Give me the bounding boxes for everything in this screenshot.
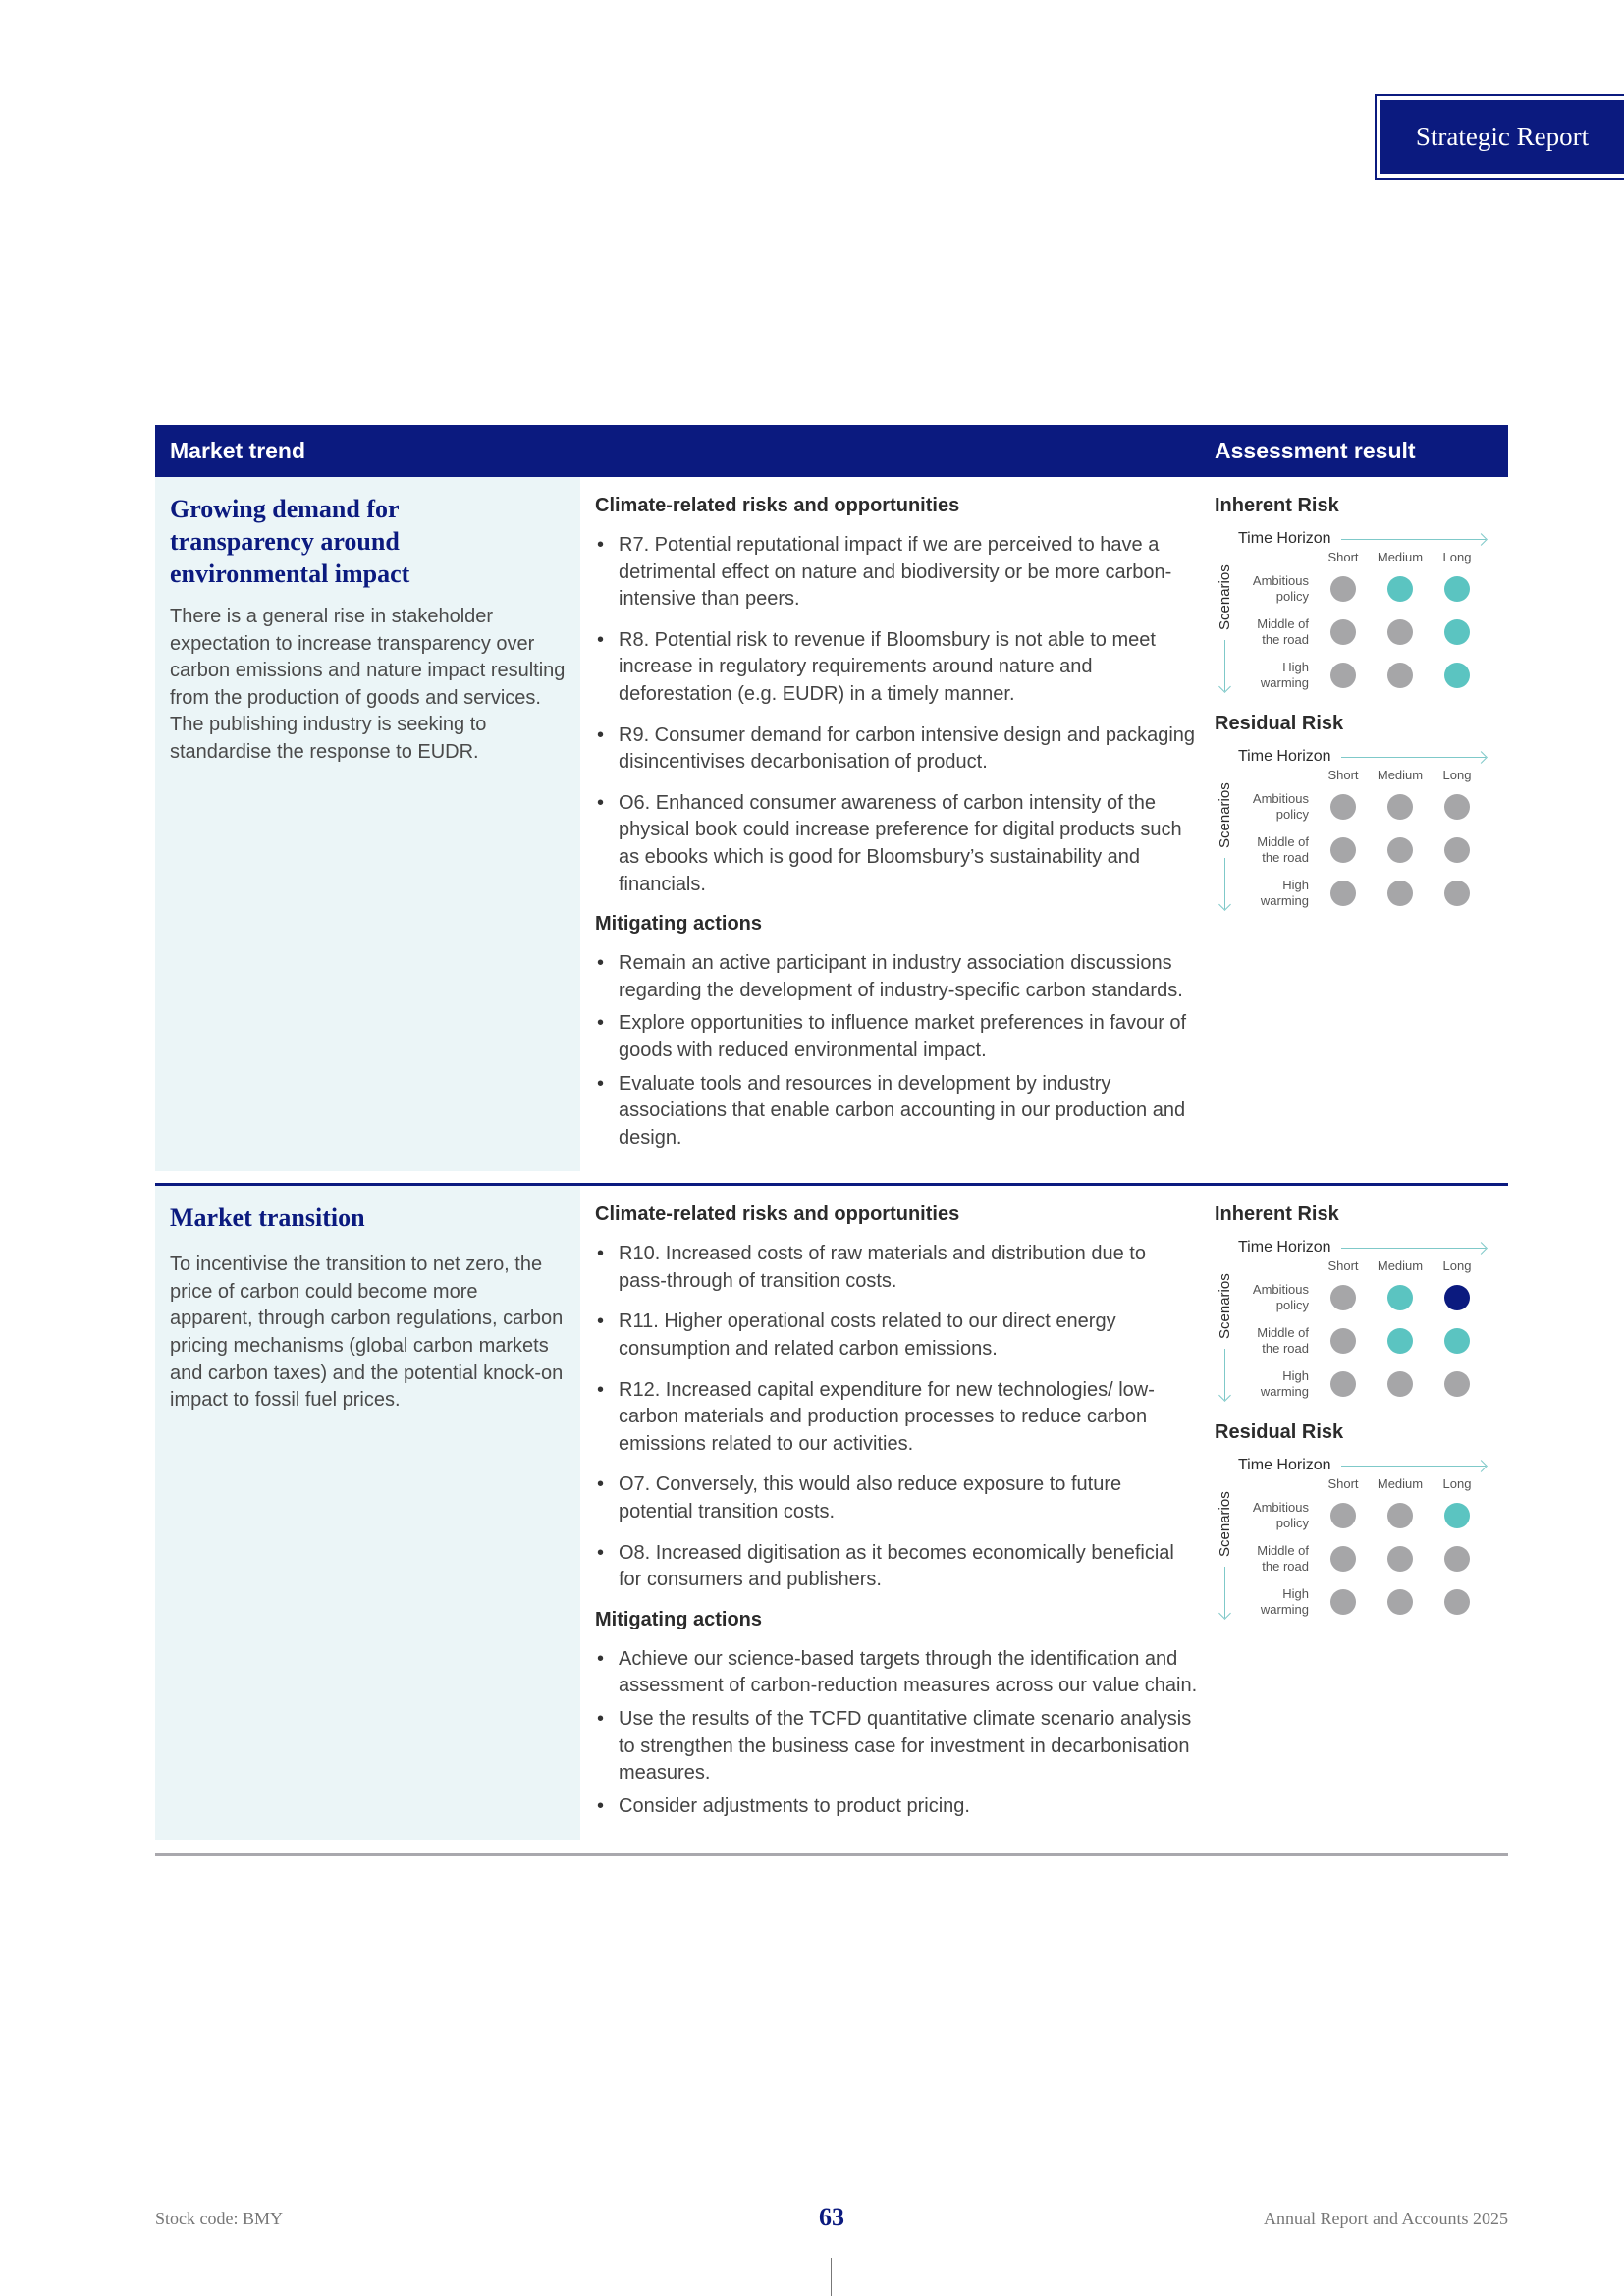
scenario-row-label-line: Middle of xyxy=(1257,1543,1309,1559)
scenario-row-label-line: High xyxy=(1282,1368,1309,1384)
risk-cell xyxy=(1372,611,1429,654)
risk-dot-teal xyxy=(1444,1503,1470,1528)
time-horizon-label: Time Horizon xyxy=(1238,1239,1331,1256)
scenario-row-label xyxy=(1238,1319,1315,1362)
risk-dot-teal xyxy=(1387,1328,1413,1354)
actions-heading: Mitigating actions xyxy=(595,1608,762,1630)
inherent-risk-matrix xyxy=(1215,1237,1486,1406)
risk-dot-teal xyxy=(1444,619,1470,645)
risk-dot-teal xyxy=(1387,1285,1413,1310)
risk-grid xyxy=(1238,550,1486,697)
scenario-row-label-line: Middle of xyxy=(1257,616,1309,631)
footer-stock-code: Stock code: BMY xyxy=(155,2209,283,2228)
list-item: • R9. Consumer demand for carbon intensive design and packaging disincentivises decarbonisation of product. xyxy=(595,722,1199,776)
inherent-risk-heading: Inherent Risk xyxy=(1215,1203,1339,1226)
risks-list xyxy=(595,532,1199,898)
risk-grid xyxy=(1238,1258,1486,1406)
list-item: • Use the results of the TCFD quantitative climate scenario analysis to strengthen the business case for investment in decarbonisation measures. xyxy=(595,1706,1199,1788)
footer-report-name: Annual Report and Accounts 2025 xyxy=(1264,2209,1508,2228)
scenario-row-label xyxy=(1238,1537,1315,1580)
inherent-risk-heading: Inherent Risk xyxy=(1215,495,1339,516)
matrix-body xyxy=(1215,550,1486,697)
risk-cell xyxy=(1315,1319,1372,1362)
risk-dot-grey xyxy=(1330,1589,1356,1615)
time-horizon-arrow-line xyxy=(1341,1466,1486,1467)
risk-dot-grey xyxy=(1330,1371,1356,1397)
matrix-body xyxy=(1215,1258,1486,1406)
arrow-right-icon xyxy=(1475,751,1488,764)
risk-dot-grey xyxy=(1387,619,1413,645)
risk-cell xyxy=(1372,1362,1429,1406)
scenario-row-label-line: High xyxy=(1282,1586,1309,1602)
risk-dot-grey xyxy=(1444,794,1470,820)
list-item: • R10. Increased costs of raw materials and distribution due to pass-through of transition costs. xyxy=(595,1241,1199,1295)
trend-description: To incentivise the transition to net zero, the price of carbon could become more apparent, through carbon regulations, carbon pricing mechanisms (global carbon markets and carbon taxes) and the potential knock-on impact to fossil fuel prices. xyxy=(170,1254,564,1412)
trend-description: There is a general rise in stakeholder expectation to increase transparency over carbon emissions and nature impact resulting from the production of goods and services. The publishing industry is seeking to standardise the response to EUDR. xyxy=(170,606,566,763)
scenario-row-label-line: Middle of xyxy=(1257,1325,1309,1341)
column-label-long: Long xyxy=(1442,1258,1472,1274)
time-horizon-axis xyxy=(1238,1237,1486,1258)
scenario-row-label xyxy=(1238,785,1315,828)
table-header xyxy=(155,425,1508,477)
risk-cell xyxy=(1372,828,1429,872)
scenario-row-label-line: Ambitious xyxy=(1252,573,1309,588)
list-item: • O7. Conversely, this would also reduce exposure to future potential transition costs. xyxy=(595,1471,1199,1525)
section-tag xyxy=(1375,94,1624,180)
risk-cell xyxy=(1315,1494,1372,1537)
risk-cell xyxy=(1429,1580,1486,1624)
column-label-short: Short xyxy=(1327,550,1359,564)
risk-cell xyxy=(1315,611,1372,654)
actions-list xyxy=(595,950,1199,1151)
column-label-medium: Medium xyxy=(1377,1476,1424,1492)
scenario-row-label xyxy=(1238,567,1315,611)
risk-cell xyxy=(1372,567,1429,611)
arrow-down-icon xyxy=(1218,1389,1231,1402)
risk-cell xyxy=(1429,872,1486,915)
risk-cell xyxy=(1315,785,1372,828)
scenario-row-label-line: policy xyxy=(1275,1516,1309,1531)
assessment-panel xyxy=(1199,1186,1508,1840)
time-horizon-arrow-line xyxy=(1341,1248,1486,1249)
matrix-body xyxy=(1215,768,1486,915)
time-horizon-label: Time Horizon xyxy=(1238,1457,1331,1474)
risk-dot-grey xyxy=(1444,837,1470,863)
column-label-short: Short xyxy=(1327,1476,1359,1492)
risk-dot-teal xyxy=(1444,663,1470,688)
risk-dot-grey xyxy=(1387,1589,1413,1615)
risk-dot-grey xyxy=(1330,1546,1356,1572)
scenario-row-label-line: warming xyxy=(1260,675,1309,690)
column-label-short: Short xyxy=(1327,768,1359,782)
risk-cell xyxy=(1372,872,1429,915)
risk-grid xyxy=(1238,768,1486,915)
risk-dot-grey xyxy=(1387,1503,1413,1528)
risk-cell xyxy=(1429,611,1486,654)
trend-panel xyxy=(155,1186,580,1840)
risk-dot-grey xyxy=(1387,881,1413,906)
time-horizon-label: Time Horizon xyxy=(1238,748,1331,765)
risk-cell xyxy=(1315,1580,1372,1624)
risk-cell xyxy=(1429,828,1486,872)
risks-list xyxy=(595,1241,1199,1594)
scenario-row-label xyxy=(1238,1276,1315,1319)
risk-cell xyxy=(1429,1319,1486,1362)
list-item: • R8. Potential risk to revenue if Bloomsbury is not able to meet increase in regulatory requirements around nature and deforestation (e.g. EUDR) in a timely manner. xyxy=(595,627,1199,709)
scenarios-axis-label: Scenarios xyxy=(1217,564,1233,630)
risk-cell xyxy=(1315,872,1372,915)
matrix-body xyxy=(1215,1476,1486,1624)
risk-dot-grey xyxy=(1444,881,1470,906)
risk-dot-grey xyxy=(1387,1371,1413,1397)
list-item: • Remain an active participant in industry association discussions regarding the development of industry-specific carbon standards. xyxy=(595,950,1199,1004)
inherent-risk-matrix xyxy=(1215,528,1486,697)
time-horizon-arrow-line xyxy=(1341,539,1486,540)
risk-dot-grey xyxy=(1330,1503,1356,1528)
residual-risk-heading: Residual Risk xyxy=(1215,1421,1344,1444)
risk-dot-grey xyxy=(1387,663,1413,688)
footer-rule xyxy=(831,2258,832,2296)
column-label-spacer xyxy=(1238,768,1315,785)
column-label-short: Short xyxy=(1327,1258,1359,1274)
scenario-row-label-line: Ambitious xyxy=(1252,1282,1309,1298)
scenario-row-label-line: policy xyxy=(1275,807,1309,822)
risk-dot-grey xyxy=(1330,619,1356,645)
risk-cell xyxy=(1315,828,1372,872)
column-label-medium: Medium xyxy=(1377,550,1424,564)
scenario-row-label-line: High xyxy=(1282,660,1309,674)
risk-cell xyxy=(1372,785,1429,828)
risks-panel xyxy=(580,477,1199,1171)
assessment-table xyxy=(155,425,1508,1856)
trend-title: Market transition xyxy=(170,1203,365,1233)
risk-cell xyxy=(1429,567,1486,611)
risk-dot-grey xyxy=(1330,881,1356,906)
risk-cell xyxy=(1372,1580,1429,1624)
scenarios-axis-label: Scenarios xyxy=(1217,782,1233,848)
scenario-row-label-line: Middle of xyxy=(1257,834,1309,849)
column-label-long: Long xyxy=(1442,550,1472,564)
scenarios-axis xyxy=(1215,550,1238,697)
table-row xyxy=(155,477,1508,1171)
scenarios-axis xyxy=(1215,1258,1238,1406)
risk-cell xyxy=(1315,654,1372,697)
risk-cell xyxy=(1429,654,1486,697)
risk-cell xyxy=(1429,785,1486,828)
risk-dot-grey xyxy=(1387,837,1413,863)
trend-title: Growing demand for transparency around environmental impact xyxy=(170,495,410,588)
time-horizon-axis xyxy=(1238,1455,1486,1476)
risk-cell xyxy=(1372,1537,1429,1580)
header-market-trend: Market trend xyxy=(170,438,306,463)
list-item: • Explore opportunities to influence market preferences in favour of goods with reduced environmental impact. xyxy=(595,1010,1199,1064)
residual-risk-heading: Residual Risk xyxy=(1215,713,1344,734)
scenarios-axis xyxy=(1215,768,1238,915)
scenario-row-label-line: the road xyxy=(1262,1341,1309,1357)
scenarios-axis xyxy=(1215,1476,1238,1624)
risk-cell xyxy=(1315,567,1372,611)
risks-heading: Climate-related risks and opportunities xyxy=(595,495,960,516)
arrow-right-icon xyxy=(1475,1242,1488,1255)
list-item: • O8. Increased digitisation as it becomes economically beneficial for consumers and publishers. xyxy=(595,1540,1199,1594)
risk-cell xyxy=(1372,1494,1429,1537)
actions-list xyxy=(595,1646,1199,1821)
scenario-row-label-line: the road xyxy=(1262,850,1309,865)
list-item: • Achieve our science-based targets through the identification and assessment of carbon-reduction measures across our value chain. xyxy=(595,1646,1199,1700)
scenario-row-label-line: Ambitious xyxy=(1252,1500,1309,1516)
arrow-down-icon xyxy=(1218,1607,1231,1620)
scenario-row-label xyxy=(1238,654,1315,697)
risk-cell xyxy=(1429,1537,1486,1580)
risk-dot-grey xyxy=(1444,1371,1470,1397)
scenario-row-label-line: warming xyxy=(1260,1384,1309,1400)
scenario-row-label-line: policy xyxy=(1275,1298,1309,1313)
time-horizon-axis xyxy=(1238,746,1486,768)
list-item: • Consider adjustments to product pricing. xyxy=(595,1793,1199,1821)
risk-cell xyxy=(1372,1319,1429,1362)
scenario-row-label-line: the road xyxy=(1262,632,1309,647)
risk-dot-grey xyxy=(1330,576,1356,602)
risk-dot-grey xyxy=(1387,794,1413,820)
list-item: • R12. Increased capital expenditure for new technologies/ low-carbon materials and production processes to reduce carbon emissions related to our activities. xyxy=(595,1377,1199,1459)
risk-dot-teal xyxy=(1387,576,1413,602)
risk-cell xyxy=(1429,1276,1486,1319)
arrow-right-icon xyxy=(1475,1460,1488,1472)
column-label-long: Long xyxy=(1442,1476,1472,1492)
list-item: • R11. Higher operational costs related to our direct energy consumption and related carbon emissions. xyxy=(595,1308,1199,1362)
risk-dot-grey xyxy=(1330,1285,1356,1310)
section-tag-label: Strategic Report xyxy=(1380,100,1624,174)
scenarios-axis-label: Scenarios xyxy=(1217,1273,1233,1340)
risk-dot-teal xyxy=(1444,576,1470,602)
scenario-row-label xyxy=(1238,872,1315,915)
arrow-right-icon xyxy=(1475,533,1488,546)
risks-heading: Climate-related risks and opportunities xyxy=(595,1203,960,1226)
assessment-panel xyxy=(1199,477,1508,1171)
time-horizon-label: Time Horizon xyxy=(1238,530,1331,547)
time-horizon-arrow-line xyxy=(1341,757,1486,758)
table-bottom-rule xyxy=(155,1853,1508,1856)
risk-cell xyxy=(1372,654,1429,697)
scenario-row-label-line: warming xyxy=(1260,1602,1309,1618)
arrow-down-icon xyxy=(1218,898,1231,911)
risk-cell xyxy=(1315,1276,1372,1319)
column-label-spacer xyxy=(1238,550,1315,567)
risk-dot-grey xyxy=(1387,1546,1413,1572)
header-assessment-result: Assessment result xyxy=(1215,438,1416,463)
list-item: • Evaluate tools and resources in development by industry associations that enable carbon accounting in our production and design. xyxy=(595,1071,1199,1152)
footer-page-number: 63 xyxy=(819,2203,844,2231)
column-label-spacer xyxy=(1238,1476,1315,1494)
risk-dot-grey xyxy=(1330,663,1356,688)
scenario-row-label xyxy=(1238,1362,1315,1406)
list-item: • R7. Potential reputational impact if we are perceived to have a detrimental effect on nature and biodiversity or be more carbon-intensive than peers. xyxy=(595,532,1199,614)
risk-cell xyxy=(1315,1537,1372,1580)
arrow-down-icon xyxy=(1218,680,1231,693)
risk-grid xyxy=(1238,1476,1486,1624)
risk-dot-grey xyxy=(1444,1589,1470,1615)
table-row xyxy=(155,1186,1508,1840)
residual-risk-matrix xyxy=(1215,1455,1486,1624)
risk-dot-navy xyxy=(1444,1285,1470,1310)
scenario-row-label xyxy=(1238,1580,1315,1624)
risk-dot-grey xyxy=(1330,794,1356,820)
column-label-medium: Medium xyxy=(1377,1258,1424,1274)
risks-panel xyxy=(580,1186,1199,1840)
risk-cell xyxy=(1372,1276,1429,1319)
time-horizon-axis xyxy=(1238,528,1486,550)
scenario-row-label-line: policy xyxy=(1275,589,1309,604)
actions-heading: Mitigating actions xyxy=(595,913,762,935)
scenario-row-label xyxy=(1238,611,1315,654)
scenario-row-label xyxy=(1238,1494,1315,1537)
column-label-spacer xyxy=(1238,1258,1315,1276)
scenario-row-label-line: the road xyxy=(1262,1559,1309,1575)
risk-dot-teal xyxy=(1444,1328,1470,1354)
trend-panel xyxy=(155,477,580,1171)
scenario-row-label xyxy=(1238,828,1315,872)
risk-dot-grey xyxy=(1444,1546,1470,1572)
scenarios-axis-label: Scenarios xyxy=(1217,1491,1233,1558)
list-item: • O6. Enhanced consumer awareness of carbon intensity of the physical book could increase preference for digital products such as ebooks which is good for Bloomsbury’s sustainability and financials. xyxy=(595,790,1199,898)
column-label-long: Long xyxy=(1442,768,1472,782)
scenario-row-label-line: High xyxy=(1282,878,1309,892)
risk-cell xyxy=(1315,1362,1372,1406)
risk-cell xyxy=(1429,1362,1486,1406)
risk-dot-grey xyxy=(1330,1328,1356,1354)
scenario-row-label-line: Ambitious xyxy=(1252,791,1309,806)
risk-cell xyxy=(1429,1494,1486,1537)
residual-risk-matrix xyxy=(1215,746,1486,915)
scenario-row-label-line: warming xyxy=(1260,893,1309,908)
column-label-medium: Medium xyxy=(1377,768,1424,782)
risk-dot-grey xyxy=(1330,837,1356,863)
